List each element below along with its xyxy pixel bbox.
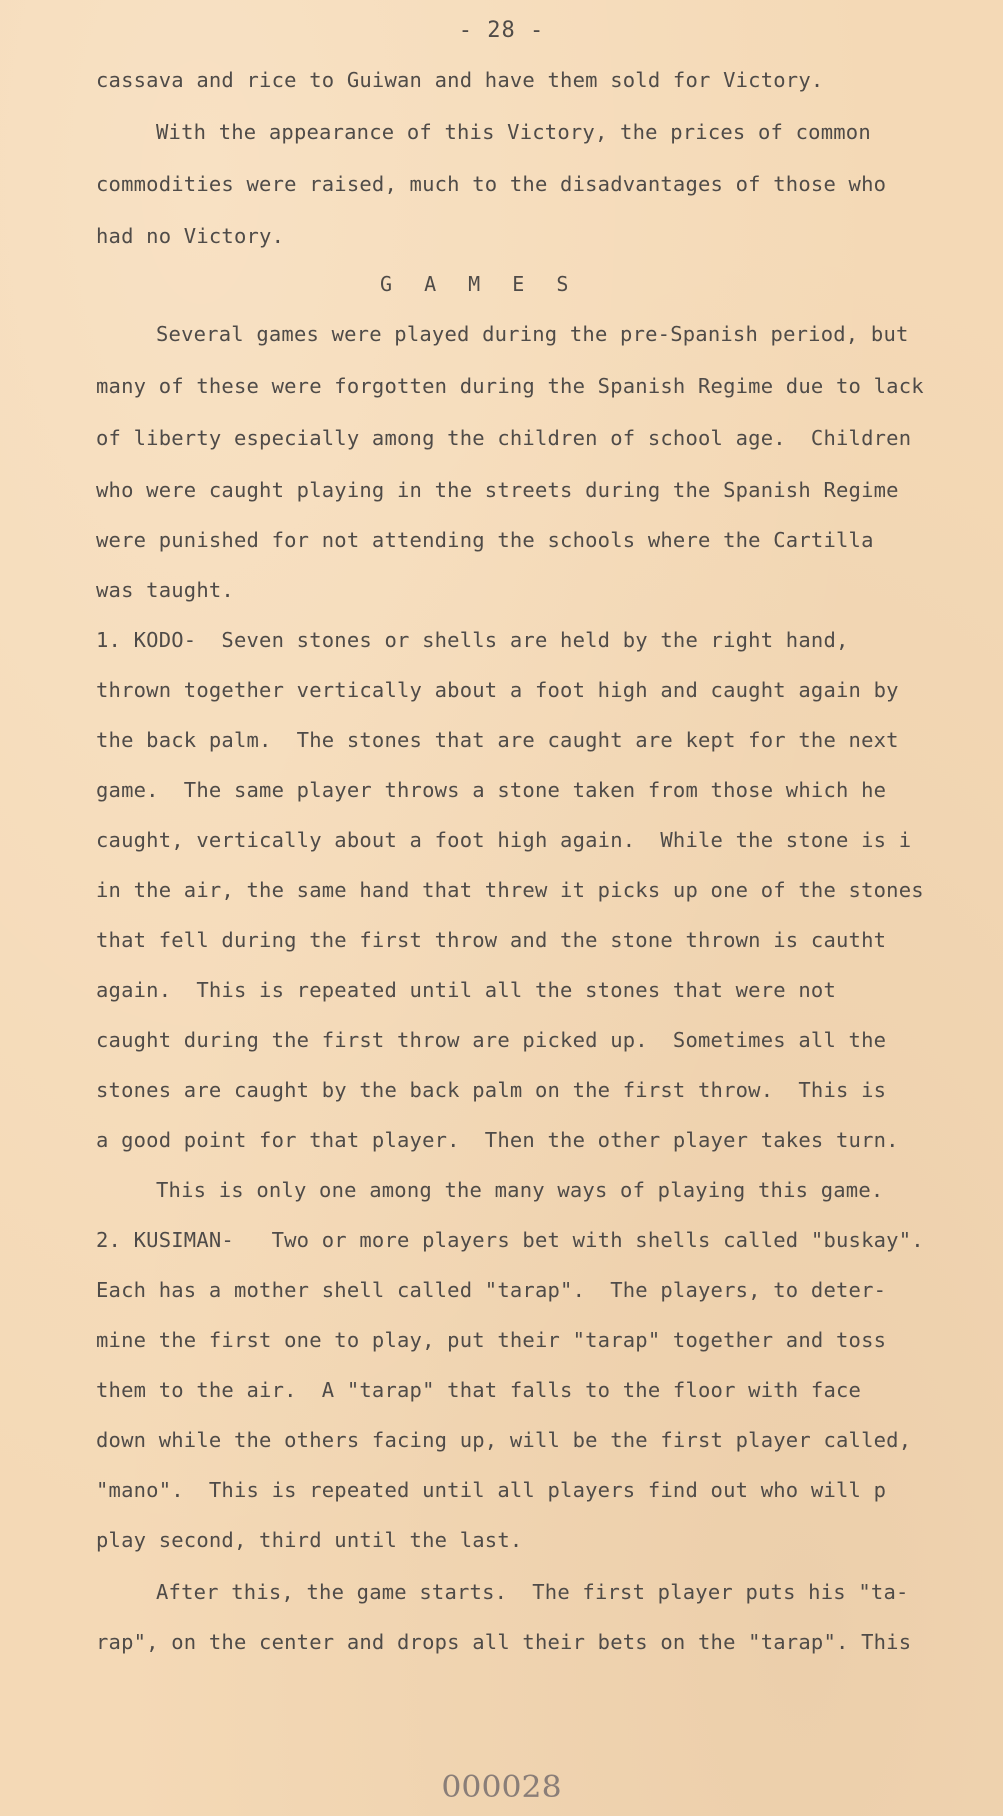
text-line: stones are caught by the back palm on the first throw. This is (96, 1078, 887, 1102)
text-line: cassava and rice to Guiwan and have them sold for Victory. (96, 68, 824, 92)
text-line: in the air, the same hand that threw it picks up one of the stones (96, 878, 924, 902)
text-line: With the appearance of this Victory, the prices of common (156, 120, 871, 144)
text-line: a good point for that player. Then the other player takes turn. (96, 1128, 899, 1152)
text-line: This is only one among the many ways of playing this game. (156, 1178, 884, 1202)
text-line: that fell during the first throw and the stone thrown is cautht (96, 928, 887, 952)
section-heading: G A M E S (380, 272, 579, 296)
text-line: Each has a mother shell called "tarap". The players, to deter- (96, 1278, 887, 1302)
text-line: thrown together vertically about a foot high and caught again by (96, 678, 899, 702)
archive-stamp-number: 000028 (441, 1770, 562, 1805)
text-line: had no Victory. (96, 224, 285, 248)
text-line: down while the others facing up, will be the first player called, (96, 1428, 912, 1452)
text-line: many of these were forgotten during the Spanish Regime due to lack (96, 374, 924, 398)
page-number: - 28 - (458, 18, 545, 43)
text-line: After this, the game starts. The first player puts his "ta- (156, 1580, 909, 1604)
text-line: rap", on the center and drops all their bets on the "tarap". This (96, 1630, 912, 1654)
text-line: "mano". This is repeated until all players find out who will p (96, 1478, 887, 1502)
text-line: Several games were played during the pre-Spanish period, but (156, 322, 909, 346)
text-line: mine the first one to play, put their "tarap" together and toss (96, 1328, 887, 1352)
text-line: of liberty especially among the children of school age. Children (96, 426, 912, 450)
text-line: were punished for not attending the schools where the Cartilla (96, 528, 874, 552)
text-line: 2. KUSIMAN- Two or more players bet with shells called "buskay". (96, 1228, 924, 1252)
text-line: commodities were raised, much to the disadvantages of those who (96, 172, 887, 196)
text-line: game. The same player throws a stone taken from those which he (96, 778, 887, 802)
text-line: who were caught playing in the streets during the Spanish Regime (96, 478, 899, 502)
text-line: the back palm. The stones that are caught are kept for the next (96, 728, 899, 752)
text-line: caught, vertically about a foot high again. While the stone is i (96, 828, 912, 852)
text-line: them to the air. A "tarap" that falls to the floor with face (96, 1378, 862, 1402)
text-line: 1. KODO- Seven stones or shells are held by the right hand, (96, 628, 849, 652)
text-line: play second, third until the last. (96, 1528, 523, 1552)
text-line: again. This is repeated until all the stones that were not (96, 978, 836, 1002)
text-line: was taught. (96, 578, 234, 602)
text-line: caught during the first throw are picked up. Sometimes all the (96, 1028, 887, 1052)
